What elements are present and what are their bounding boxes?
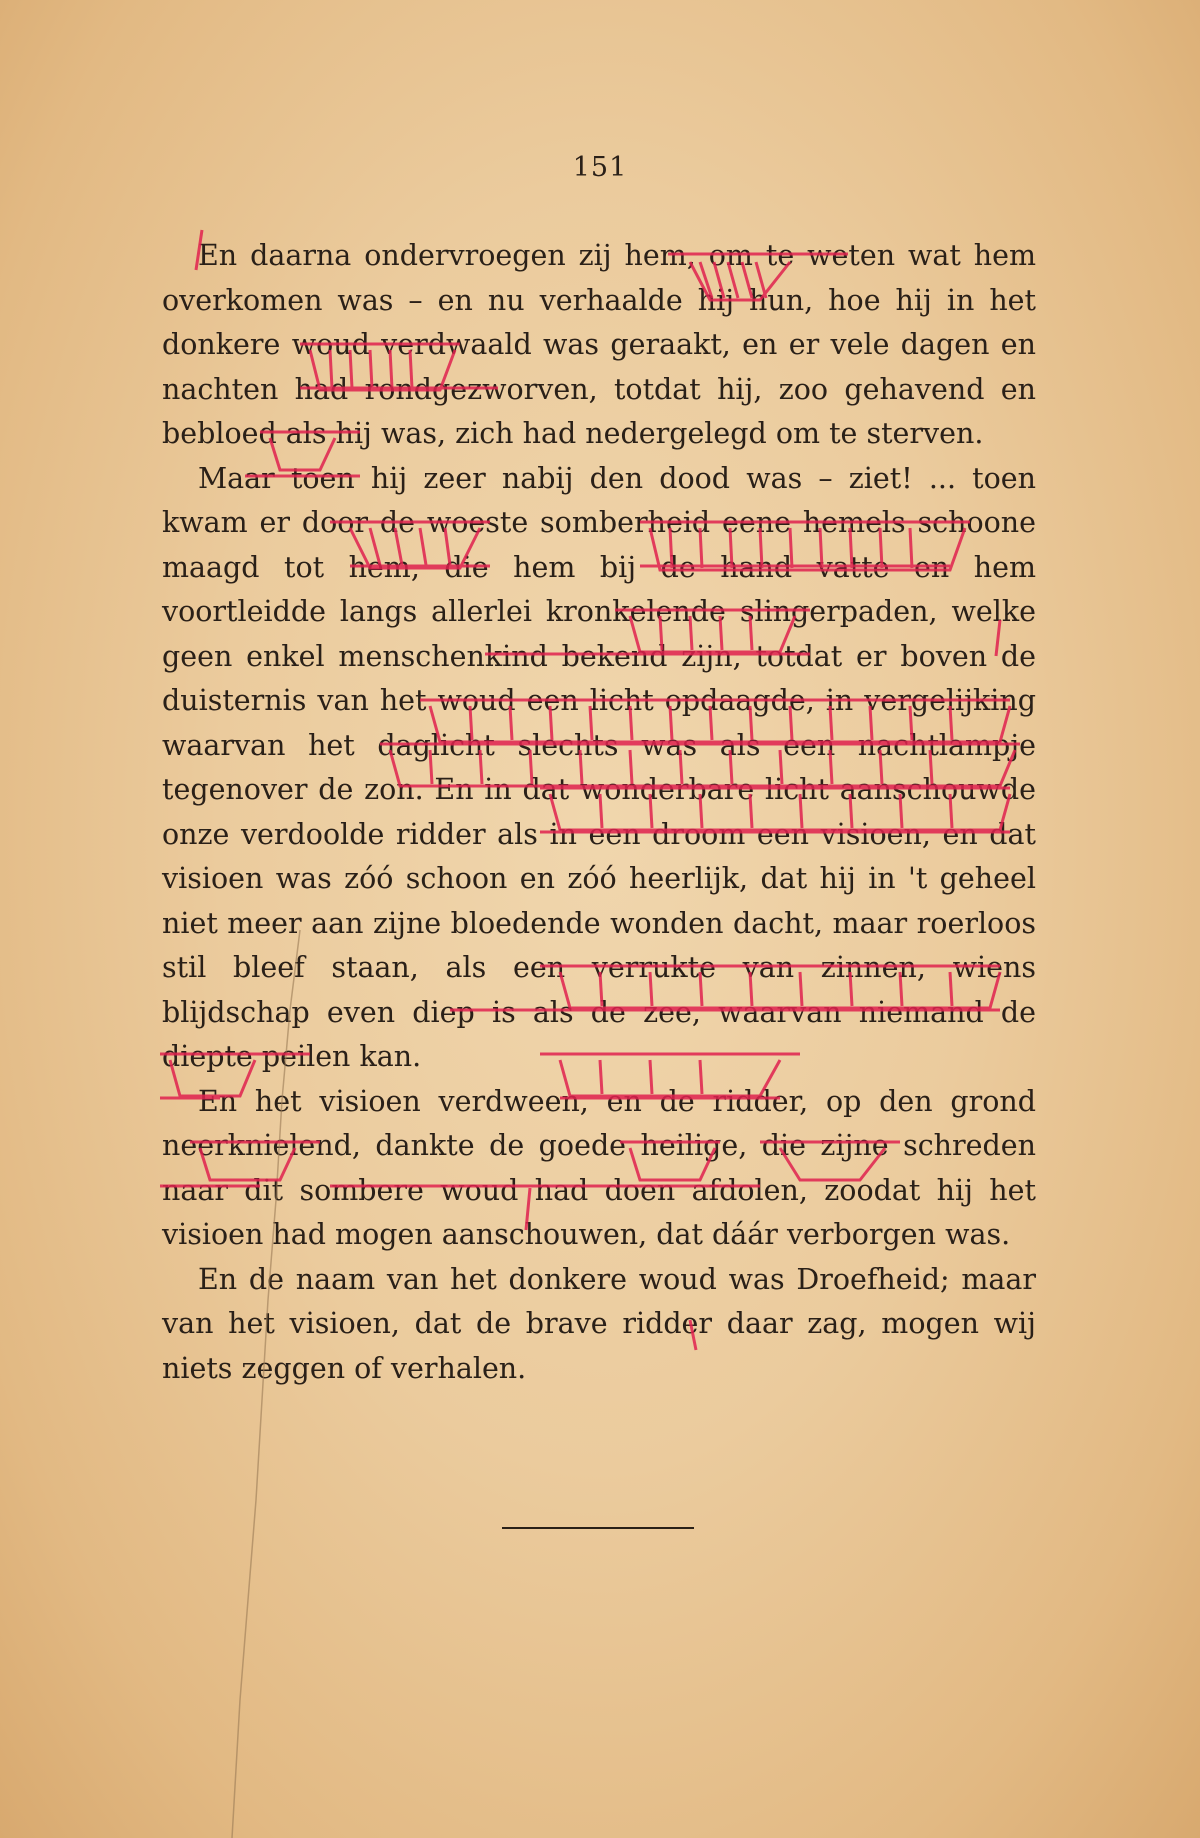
- paragraph-1: En daarna ondervroegen zij hem, om te weten wat hem overkomen was – en nu verhaalde hij hun, hoe hij in het donkere woud verdwaald was geraakt, en er vele dagen en nachten had rondgezworven, totdat hij, zoo gehavend en bebloed als hij was, zich had nedergelegd om te sterven.: [162, 239, 1036, 450]
- paragraph-4: En de naam van het donkere woud was Droefheid; maar van het visioen, dat de brave ridder daar zag, mogen wij niets zeggen of verhalen.: [162, 1262, 1036, 1385]
- body-text: [162, 234, 1036, 1391]
- end-rule: [502, 1527, 694, 1529]
- page-number: 151: [572, 152, 628, 183]
- paragraph-2: Maar toen hij zeer nabij den dood was – ziet! ... toen kwam er door de woeste somberheid eene hemels schoone maagd tot hem, die hem bij de hand vatte en hem voortleidde langs allerlei kronkelende slingerpaden, welke geen enkel menschenkind bekend zijn, totdat er boven de duisternis van het woud een licht opdaagde, in vergelijking waarvan het daglicht slechts was als een nachtlampje tegenover de zon. En in dat wonderbare licht aanschouwde onze verdoolde ridder als in een droom een visioen, en dat visioen was zóó schoon en zóó heerlijk, dat hij in 't geheel niet meer aan zijne bloedende wonden dacht, maar roerloos stil bleef staan, als een verrukte van zinnen, wiens blijdschap even diep is als de zee, waarvan niemand de diepte peilen kan.: [162, 461, 1036, 1073]
- paragraph-3: En het visioen verdween, en de ridder, op den grond neerknielend, dankte de goede heilige, die zijne schreden naar dit sombere woud had doen afdolen, zoodat hij het visioen had mogen aanschouwen, dat dáár verborgen was.: [162, 1084, 1036, 1251]
